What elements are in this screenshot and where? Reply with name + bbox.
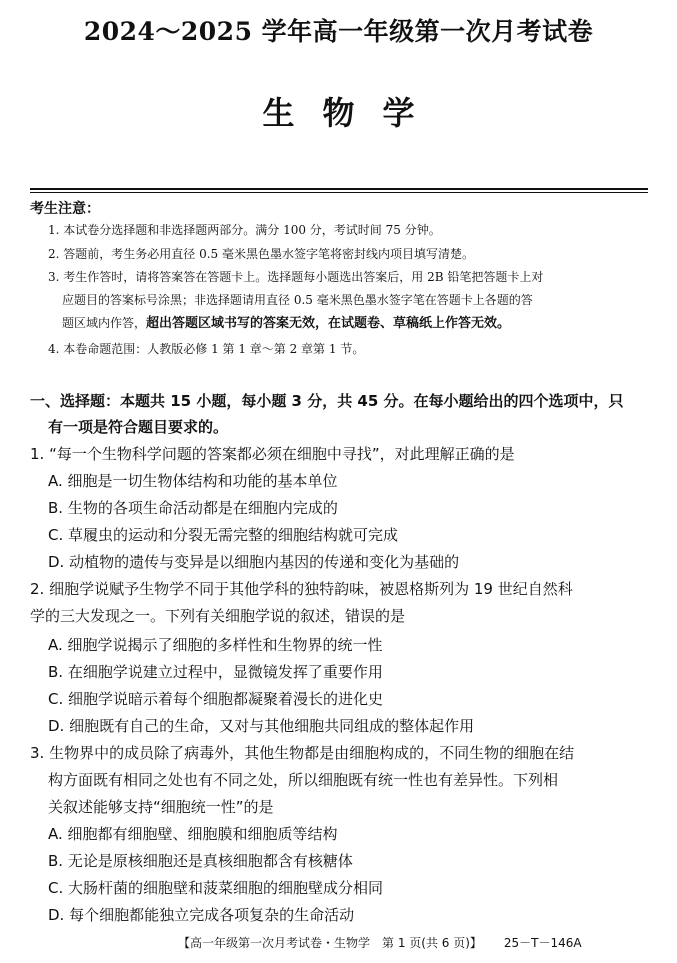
question-3-stem-line-2: 构方面既有相同之处也有不同之处，所以细胞既有统一性也有差异性。下列相 <box>48 771 559 789</box>
question-1-option-a: A. 细胞是一切生物体结构和功能的基本单位 <box>48 472 338 490</box>
notice-item-3-plain: 题区域内作答， <box>62 316 147 330</box>
footer-exam-code: 25－T－146A <box>503 936 582 950</box>
question-3-option-b: B. 无论是原核细胞还是真核细胞都含有核糖体 <box>48 852 353 870</box>
question-3-stem-line-1: 3. 生物界中的成员除了病毒外，其他生物都是由细胞构成的，不同生物的细胞在结 <box>30 744 575 762</box>
notice-item-3-emphasis: 超出答题区域书写的答案无效，在试题卷、草稿纸上作答无效。 <box>146 316 511 331</box>
question-3-stem-line-3: 关叙述能够支持“细胞统一性”的是 <box>48 798 274 816</box>
section-heading-line-2: 有一项是符合题目要求的。 <box>48 418 229 436</box>
section-heading-line-1: 一、选择题：本题共 15 小题，每小题 3 分，共 45 分。在每小题给出的四个选项中，只 <box>30 392 624 410</box>
exam-title: 2024～2025 学年高一年级第一次月考试卷 <box>83 17 594 46</box>
footer-page-info: 【高一年级第一次月考试卷・生物学 第 1 页(共 6 页)】 <box>178 936 482 950</box>
question-2-stem-line-2: 学的三大发现之一。下列有关细胞学说的叙述，错误的是 <box>30 607 406 625</box>
question-3-option-d: D. 每个细胞都能独立完成各项复杂的生命活动 <box>48 906 355 924</box>
question-2-option-a: A. 细胞学说揭示了细胞的多样性和生物界的统一性 <box>48 636 383 654</box>
question-1-option-d: D. 动植物的遗传与变异是以细胞内基因的传递和变化为基础的 <box>48 553 460 571</box>
notice-item-3-line-3 <box>62 313 510 334</box>
subject-title: 生物学 <box>262 94 443 132</box>
page-footer <box>178 934 582 951</box>
question-1-option-b: B. 生物的各项生命活动都是在细胞内完成的 <box>48 499 338 517</box>
notice-item-3-line-2: 应题目的答案标号涂黑；非选择题请用直径 0.5 毫米黑色墨水签字笔在答题卡上各题的答 <box>62 293 533 307</box>
notice-item-4: 4. 本卷命题范围：人教版必修 1 第 1 章～第 2 章第 1 节。 <box>48 342 365 356</box>
question-3-option-a: A. 细胞都有细胞壁、细胞膜和细胞质等结构 <box>48 825 338 843</box>
divider-thin <box>30 192 648 193</box>
question-2-option-b: B. 在细胞学说建立过程中，显微镜发挥了重要作用 <box>48 663 383 681</box>
notice-item-2: 2. 答题前，考生务必用直径 0.5 毫米黑色墨水签字笔将密封线内项目填写清楚。 <box>48 247 474 261</box>
notice-item-1: 1. 本试卷分选择题和非选择题两部分。满分 100 分，考试时间 75 分钟。 <box>48 223 441 237</box>
question-1-stem: 1. “每一个生物科学问题的答案都必须在细胞中寻找”，对此理解正确的是 <box>30 445 515 463</box>
question-2-stem-line-1: 2. 细胞学说赋予生物学不同于其他学科的独特韵味，被恩格斯列为 19 世纪自然科 <box>30 580 573 598</box>
divider-thick <box>30 188 648 190</box>
question-1-option-c: C. 草履虫的运动和分裂无需完整的细胞结构就可完成 <box>48 526 399 544</box>
question-2-option-c: C. 细胞学说暗示着每个细胞都凝聚着漫长的进化史 <box>48 690 384 708</box>
notice-heading: 考生注意： <box>30 201 100 217</box>
question-2-option-d: D. 细胞既有自己的生命，又对与其他细胞共同组成的整体起作用 <box>48 717 475 735</box>
notice-item-3-line-1: 3. 考生作答时，请将答案答在答题卡上。选择题每小题选出答案后，用 2B 铅笔把答题卡上对 <box>48 270 544 284</box>
question-3-option-c: C. 大肠杆菌的细胞壁和菠菜细胞的细胞壁成分相同 <box>48 879 384 897</box>
